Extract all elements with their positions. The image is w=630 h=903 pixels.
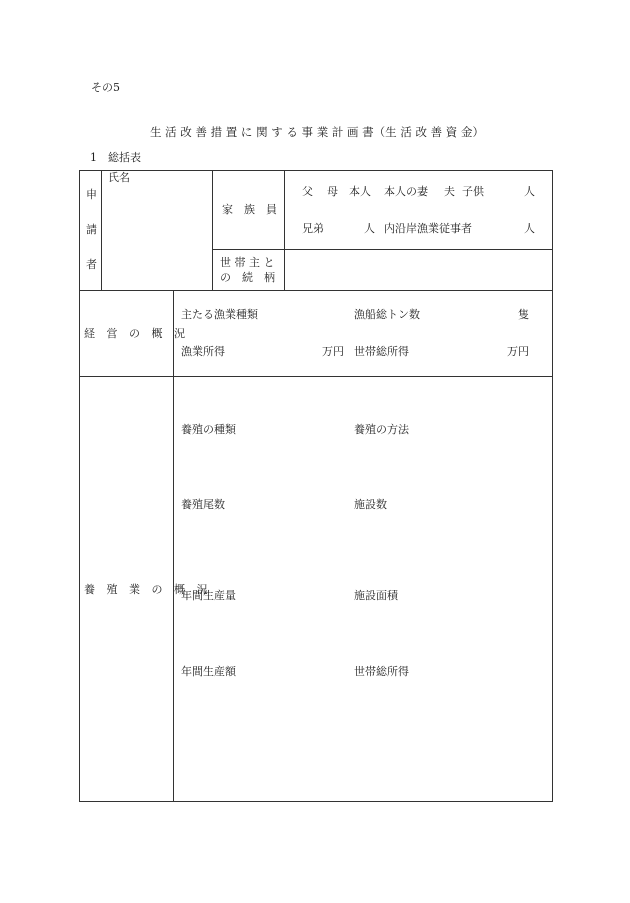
family-father: 父 bbox=[302, 185, 313, 198]
family-children: 子供 bbox=[462, 185, 484, 198]
relation-label: 世 帯 主 と bbox=[220, 256, 275, 269]
divider-field-labels bbox=[284, 170, 285, 290]
boat-tonnage-label: 漁船総トン数 bbox=[354, 308, 420, 321]
family-coastal-workers: 内沿岸漁業従事者 bbox=[384, 222, 472, 235]
applicant-label-char: 者 bbox=[86, 258, 97, 271]
fishery-income-unit: 万円 bbox=[322, 345, 344, 358]
family-self: 本人 bbox=[349, 185, 371, 198]
family-siblings: 兄弟 bbox=[302, 222, 324, 235]
divider-applicant-business bbox=[79, 290, 553, 291]
main-fishery-label: 主たる漁業種類 bbox=[181, 308, 258, 321]
household-income-label: 世帯総所得 bbox=[354, 345, 409, 358]
aquaculture-kind-label: 養殖の種類 bbox=[181, 423, 236, 436]
fishery-income-label: 漁業所得 bbox=[181, 345, 225, 358]
aquaculture-method-label: 養殖の方法 bbox=[354, 423, 409, 436]
family-husband: 夫 bbox=[444, 185, 455, 198]
facility-area-label: 施設面積 bbox=[354, 589, 398, 602]
divider-section-labels bbox=[173, 290, 174, 802]
divider-name-field bbox=[212, 170, 213, 290]
fish-count-label: 養殖尾数 bbox=[181, 498, 225, 511]
facility-count-label: 施設数 bbox=[354, 498, 387, 511]
family-wife: 本人の妻 bbox=[384, 185, 428, 198]
section-heading: 1 総括表 bbox=[90, 151, 141, 164]
annual-value-label: 年間生産額 bbox=[181, 665, 236, 678]
family-unit: 人 bbox=[364, 222, 375, 235]
household-income-unit: 万円 bbox=[507, 345, 529, 358]
document-title: 生 活 改 善 措 置 に 関 す る 事 業 計 画 書（生 活 改 善 資 金） bbox=[150, 125, 484, 139]
summary-table bbox=[79, 170, 553, 802]
aquaculture-household-income-label: 世帯総所得 bbox=[354, 665, 409, 678]
name-label: 氏名 bbox=[108, 171, 130, 184]
boat-unit: 隻 bbox=[518, 308, 529, 321]
business-label: 経 営 の 概 況 bbox=[84, 327, 189, 340]
divider-family-relation bbox=[212, 249, 553, 250]
divider-business-aquaculture bbox=[79, 376, 553, 377]
divider-applicant-label bbox=[101, 170, 102, 290]
applicant-label-char: 請 bbox=[86, 223, 97, 236]
family-unit: 人 bbox=[524, 222, 535, 235]
family-mother: 母 bbox=[327, 185, 338, 198]
relation-label: の 続 柄 bbox=[220, 271, 275, 284]
family-label: 家 族 員 bbox=[222, 203, 277, 216]
aquaculture-label: 養 殖 業 の 概 況 bbox=[84, 583, 212, 596]
applicant-label-char: 申 bbox=[86, 188, 97, 201]
family-unit: 人 bbox=[524, 185, 535, 198]
annual-volume-label: 年間生産量 bbox=[181, 589, 236, 602]
page-label: その5 bbox=[91, 81, 120, 94]
